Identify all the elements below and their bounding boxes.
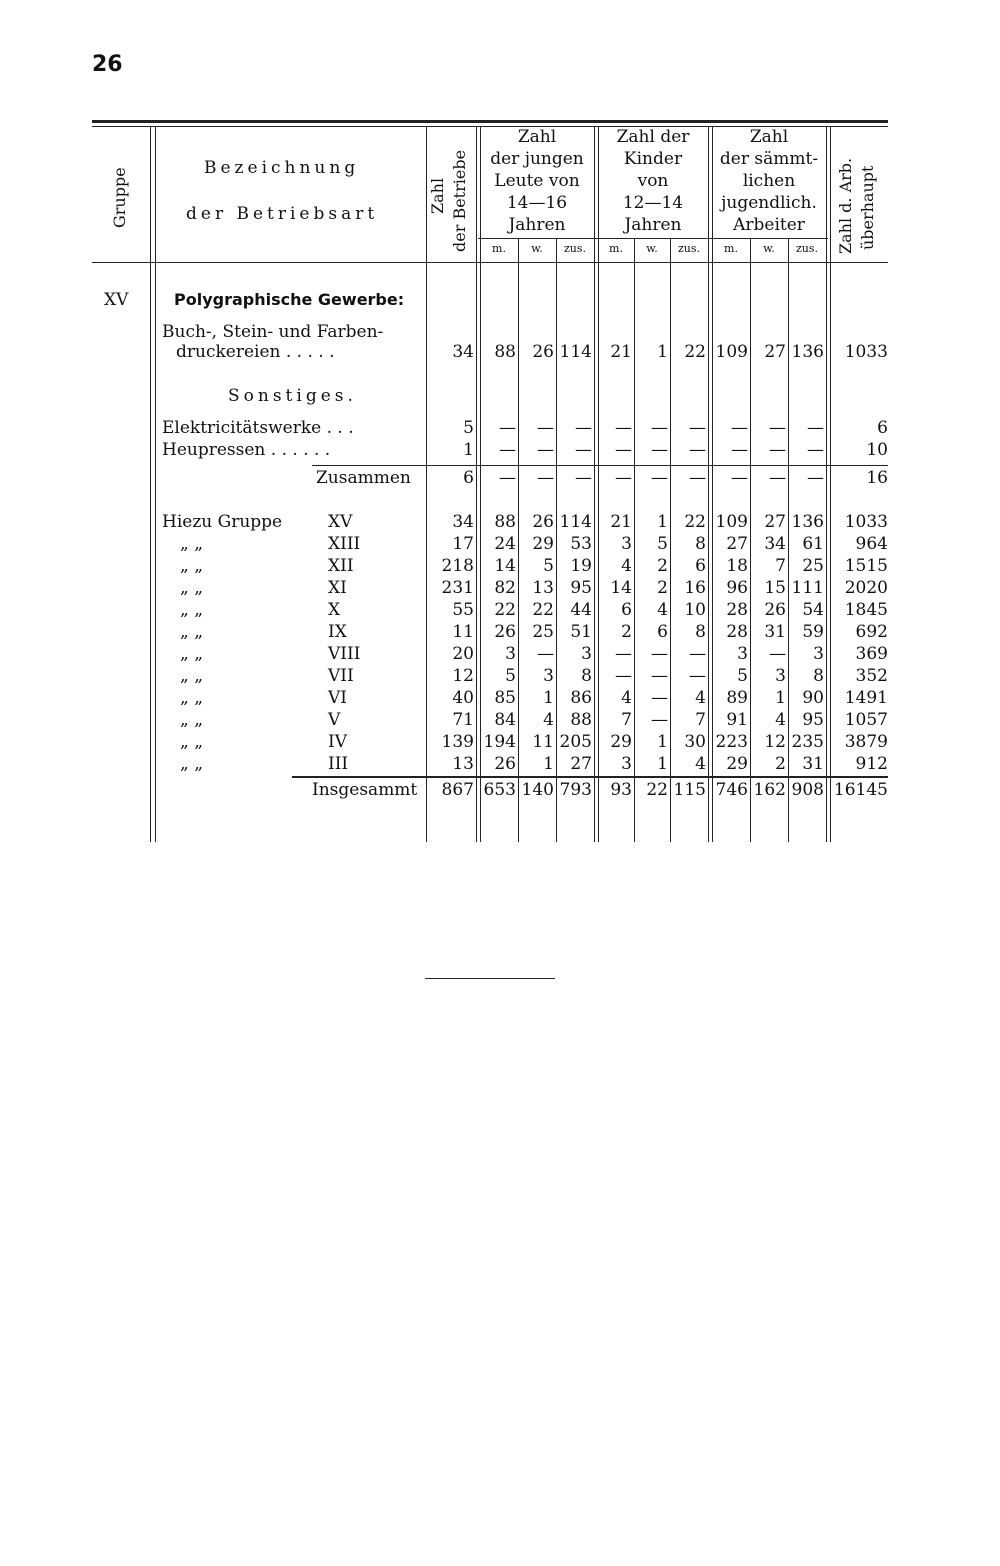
header-bezeichnung-1: Bezeichnung — [204, 158, 360, 178]
header-jungen — [480, 126, 594, 236]
zusammen-rule — [312, 465, 888, 466]
cell-kw: 6 — [657, 622, 668, 642]
cell-jw: 13 — [532, 578, 554, 598]
ditto-mark: „ „ — [180, 710, 204, 730]
cell-betriebe: 34 — [452, 342, 474, 362]
header-saemmtl — [712, 126, 826, 236]
cell-jz: 95 — [570, 578, 592, 598]
cell-kw: — — [651, 710, 668, 730]
cell-sw: — — [769, 468, 786, 488]
cell-jz: 53 — [570, 534, 592, 554]
sub-km: m. — [609, 242, 623, 255]
cell-sw: 34 — [764, 534, 786, 554]
cell-jm: — — [499, 440, 516, 460]
header-betriebe-2: der Betriebe — [450, 149, 469, 252]
cell-total: 912 — [855, 754, 888, 774]
sub-sm: m. — [724, 242, 738, 255]
total-sw: 162 — [753, 780, 786, 800]
total-jz: 793 — [559, 780, 592, 800]
cell-sz: 25 — [802, 556, 824, 576]
cell-km: 14 — [610, 578, 632, 598]
cell-kw: — — [651, 468, 668, 488]
cell-total: 6 — [877, 418, 888, 438]
total-kw: 22 — [646, 780, 668, 800]
col-line — [155, 126, 156, 842]
cell-betriebe: 20 — [452, 644, 474, 664]
cell-total: 3879 — [844, 732, 888, 752]
cell-jw: 1 — [543, 754, 554, 774]
cell-jm: 14 — [494, 556, 516, 576]
cell-km: — — [615, 666, 632, 686]
cell-total: 2020 — [844, 578, 888, 598]
sub-sw: w. — [763, 242, 775, 255]
cell-sz: 235 — [791, 732, 824, 752]
cell-kw: 2 — [657, 578, 668, 598]
cell-jw: 11 — [532, 732, 554, 752]
cell-jz: 19 — [570, 556, 592, 576]
cell-betriebe: 40 — [452, 688, 474, 708]
cell-jw: — — [537, 440, 554, 460]
cell-km: — — [615, 468, 632, 488]
cell-sw: 12 — [764, 732, 786, 752]
cell-jm: 85 — [494, 688, 516, 708]
top-rule — [92, 120, 888, 123]
cell-sm: 5 — [737, 666, 748, 686]
cell-sw: 31 — [764, 622, 786, 642]
cell-kz: 22 — [684, 512, 706, 532]
cell-sm: 3 — [737, 644, 748, 664]
cell-sw: 4 — [775, 710, 786, 730]
insgesammt-rule — [292, 776, 888, 778]
group-label: VIII — [328, 644, 361, 664]
cell-kw: 1 — [657, 512, 668, 532]
cell-kz: 6 — [695, 556, 706, 576]
cell-sz: 59 — [802, 622, 824, 642]
cell-sz: — — [807, 440, 824, 460]
group-label: VI — [328, 688, 347, 708]
cell-jw: 22 — [532, 600, 554, 620]
cell-sw: 15 — [764, 578, 786, 598]
cell-total: 964 — [855, 534, 888, 554]
ditto-mark: „ „ — [180, 666, 204, 686]
cell-jw: 3 — [543, 666, 554, 686]
cell-total: 1033 — [844, 512, 888, 532]
cell-total: 692 — [855, 622, 888, 642]
group-label: XI — [328, 578, 347, 598]
cell-jm: 88 — [494, 342, 516, 362]
cell-jm: 88 — [494, 512, 516, 532]
cell-jw: 1 — [543, 688, 554, 708]
cell-total: 369 — [855, 644, 888, 664]
cell-km: 2 — [621, 622, 632, 642]
cell-jm: 194 — [483, 732, 516, 752]
cell-sm: 28 — [726, 600, 748, 620]
cell-kw: — — [651, 440, 668, 460]
group-label: XV — [328, 512, 353, 532]
cell-jz: — — [575, 418, 592, 438]
total-betriebe: 867 — [441, 780, 474, 800]
cell-jz: 44 — [570, 600, 592, 620]
cell-jw: — — [537, 468, 554, 488]
cell-kz: 8 — [695, 534, 706, 554]
header-kinder-1: Zahl der — [616, 127, 690, 147]
cell-jz: 3 — [581, 644, 592, 664]
cell-jw: 5 — [543, 556, 554, 576]
cell-sm: — — [731, 418, 748, 438]
cell-kz: 4 — [695, 754, 706, 774]
cell-betriebe: 231 — [441, 578, 474, 598]
cell-kz: — — [689, 468, 706, 488]
cell-jz: 51 — [570, 622, 592, 642]
cell-betriebe: 11 — [452, 622, 474, 642]
header-saemmtl-2: der sämmt- — [719, 149, 819, 169]
cell-total: 1057 — [844, 710, 888, 730]
cell-kw: 2 — [657, 556, 668, 576]
cell-km: — — [615, 418, 632, 438]
cell-sz: 111 — [791, 578, 824, 598]
ditto-mark: „ „ — [180, 578, 204, 598]
zusammen-label: Zusammen — [316, 468, 411, 488]
cell-sm: 109 — [715, 512, 748, 532]
cell-jm: 26 — [494, 622, 516, 642]
header-bezeichnung-2: der Betriebsart — [186, 204, 379, 224]
cell-kz: 8 — [695, 622, 706, 642]
cell-jz: 88 — [570, 710, 592, 730]
row-label: Elektricitätswerke . . . — [162, 418, 354, 438]
cell-kz: — — [689, 644, 706, 664]
header-jungen-5: Jahren — [508, 215, 566, 235]
cell-total: 1491 — [844, 688, 888, 708]
cell-km: 7 — [621, 710, 632, 730]
cell-sw: — — [769, 644, 786, 664]
total-kz: 115 — [673, 780, 706, 800]
ditto-mark: „ „ — [180, 644, 204, 664]
cell-sz: 136 — [791, 512, 824, 532]
cell-betriebe: 13 — [452, 754, 474, 774]
cell-kz: 22 — [684, 342, 706, 362]
col-line — [150, 126, 151, 842]
cell-sz: 31 — [802, 754, 824, 774]
cell-kz: 4 — [695, 688, 706, 708]
header-saemmtl-1: Zahl — [749, 127, 789, 147]
cell-km: — — [615, 440, 632, 460]
cell-sw: 27 — [764, 512, 786, 532]
header-jungen-4: 14—16 — [506, 193, 568, 213]
cell-total: 1515 — [844, 556, 888, 576]
section-title: Polygraphische Gewerbe: — [174, 290, 405, 309]
header-kinder-4: 12—14 — [622, 193, 684, 213]
cell-km: 4 — [621, 556, 632, 576]
row1-label-2: druckereien . . . . . — [176, 342, 335, 362]
cell-total: 1033 — [844, 342, 888, 362]
cell-sz: 54 — [802, 600, 824, 620]
cell-jz: 27 — [570, 754, 592, 774]
cell-jz: 86 — [570, 688, 592, 708]
cell-betriebe: 6 — [463, 468, 474, 488]
cell-kw: — — [651, 666, 668, 686]
cell-total: 352 — [855, 666, 888, 686]
cell-kz: — — [689, 440, 706, 460]
row1-label-1: Buch-, Stein- und Farben- — [162, 322, 384, 342]
cell-sz: 90 — [802, 688, 824, 708]
cell-kz: 16 — [684, 578, 706, 598]
group-label: X — [328, 600, 341, 620]
sub-jm: m. — [492, 242, 506, 255]
ditto-mark: „ „ — [180, 732, 204, 752]
cell-total: 10 — [866, 440, 888, 460]
cell-sm: 91 — [726, 710, 748, 730]
cell-sz: 8 — [813, 666, 824, 686]
cell-jm: 26 — [494, 754, 516, 774]
group-label: V — [328, 710, 341, 730]
ditto-mark: „ „ — [180, 688, 204, 708]
hiezu-label: Hiezu Gruppe — [162, 512, 283, 532]
cell-sm: 27 — [726, 534, 748, 554]
cell-jm: 84 — [494, 710, 516, 730]
cell-jm: 22 — [494, 600, 516, 620]
cell-kw: 1 — [657, 732, 668, 752]
cell-km: 21 — [610, 342, 632, 362]
ditto-mark: „ „ — [180, 600, 204, 620]
cell-kw: 1 — [657, 342, 668, 362]
header-kinder — [598, 126, 708, 236]
cell-sm: 109 — [715, 342, 748, 362]
cell-km: 4 — [621, 688, 632, 708]
cell-sw: 7 — [775, 556, 786, 576]
cell-sw: — — [769, 440, 786, 460]
end-rule — [425, 978, 555, 979]
cell-sw: 3 — [775, 666, 786, 686]
col-line — [826, 126, 827, 842]
cell-jz: 8 — [581, 666, 592, 686]
cell-km: 29 — [610, 732, 632, 752]
cell-km: 3 — [621, 754, 632, 774]
cell-betriebe: 71 — [452, 710, 474, 730]
cell-betriebe: 218 — [441, 556, 474, 576]
cell-sw: 2 — [775, 754, 786, 774]
group-label: XIII — [328, 534, 361, 554]
cell-sz: 136 — [791, 342, 824, 362]
cell-jw: — — [537, 418, 554, 438]
cell-sw: 27 — [764, 342, 786, 362]
cell-kz: — — [689, 666, 706, 686]
ditto-mark: „ „ — [180, 622, 204, 642]
total-total: 16145 — [833, 780, 888, 800]
cell-kz: 10 — [684, 600, 706, 620]
cell-jm: 82 — [494, 578, 516, 598]
total-jw: 140 — [521, 780, 554, 800]
cell-kw: — — [651, 688, 668, 708]
header-saemmtl-5: Arbeiter — [733, 215, 805, 235]
subheader-rule — [478, 238, 828, 239]
cell-jz: 205 — [559, 732, 592, 752]
ditto-mark: „ „ — [180, 754, 204, 774]
cell-betriebe: 34 — [452, 512, 474, 532]
header-betriebe-1: Zahl — [428, 177, 447, 214]
cell-jm: — — [499, 418, 516, 438]
cell-sz: 95 — [802, 710, 824, 730]
group-xv-label: XV — [104, 290, 129, 310]
cell-kz: 30 — [684, 732, 706, 752]
cell-jm: 3 — [505, 644, 516, 664]
cell-sz: 3 — [813, 644, 824, 664]
cell-sm: 28 — [726, 622, 748, 642]
cell-total: 1845 — [844, 600, 888, 620]
header-jungen-3: Leute von — [494, 171, 580, 191]
ditto-mark: „ „ — [180, 556, 204, 576]
header-jungen-2: der jungen — [490, 149, 584, 169]
cell-betriebe: 55 — [452, 600, 474, 620]
cell-kw: 4 — [657, 600, 668, 620]
cell-betriebe: 12 — [452, 666, 474, 686]
sub-kw: w. — [646, 242, 658, 255]
cell-jm: 24 — [494, 534, 516, 554]
ditto-mark: „ „ — [180, 534, 204, 554]
row-label: Heupressen . . . . . . — [162, 440, 331, 460]
cell-sm: 18 — [726, 556, 748, 576]
cell-betriebe: 17 — [452, 534, 474, 554]
total-sz: 908 — [791, 780, 824, 800]
cell-km: 6 — [621, 600, 632, 620]
cell-sm: — — [731, 468, 748, 488]
group-label: IV — [328, 732, 347, 752]
cell-jw: 4 — [543, 710, 554, 730]
sub-sz: zus. — [795, 242, 819, 255]
cell-sm: 89 — [726, 688, 748, 708]
header-bottom-rule — [92, 262, 888, 263]
cell-sz: — — [807, 418, 824, 438]
cell-sz: 61 — [802, 534, 824, 554]
cell-sw: 26 — [764, 600, 786, 620]
sub-kz: zus. — [677, 242, 701, 255]
total-sm: 746 — [715, 780, 748, 800]
sub-jw: w. — [531, 242, 543, 255]
total-km: 93 — [610, 780, 632, 800]
sub-jz: zus. — [563, 242, 587, 255]
cell-total: 16 — [866, 468, 888, 488]
group-label: XII — [328, 556, 354, 576]
cell-betriebe: 1 — [463, 440, 474, 460]
cell-betriebe: 5 — [463, 418, 474, 438]
cell-jw: — — [537, 644, 554, 664]
cell-kw: — — [651, 418, 668, 438]
cell-jz: 114 — [559, 512, 592, 532]
cell-jw: 29 — [532, 534, 554, 554]
header-saemmtl-3: lichen — [742, 171, 796, 191]
cell-km: — — [615, 644, 632, 664]
cell-sz: — — [807, 468, 824, 488]
header-gruppe: Gruppe — [110, 167, 129, 228]
group-label: IX — [328, 622, 347, 642]
cell-kw: — — [651, 644, 668, 664]
page-number: 26 — [92, 52, 123, 77]
cell-jz: — — [575, 440, 592, 460]
cell-betriebe: 139 — [441, 732, 474, 752]
insgesammt-label: Insgesammt — [312, 780, 418, 800]
cell-sw: 1 — [775, 688, 786, 708]
header-kinder-5: Jahren — [624, 215, 682, 235]
header-kinder-2: Kinder — [623, 149, 683, 169]
cell-kw: 5 — [657, 534, 668, 554]
cell-sm: — — [731, 440, 748, 460]
cell-kw: 1 — [657, 754, 668, 774]
cell-km: 21 — [610, 512, 632, 532]
cell-sm: 96 — [726, 578, 748, 598]
cell-sm: 29 — [726, 754, 748, 774]
header-saemmtl-4: jugendlich. — [721, 193, 817, 213]
cell-kz: 7 — [695, 710, 706, 730]
group-label: VII — [328, 666, 354, 686]
header-kinder-3: von — [637, 171, 669, 191]
cell-jm: 5 — [505, 666, 516, 686]
group-label: III — [328, 754, 349, 774]
cell-kz: — — [689, 418, 706, 438]
cell-jz: 114 — [559, 342, 592, 362]
cell-jw: 26 — [532, 342, 554, 362]
header-arb-1: Zahl d. Arb. — [836, 157, 855, 254]
cell-sm: 223 — [715, 732, 748, 752]
cell-jz: — — [575, 468, 592, 488]
header-arb-2: überhaupt — [858, 165, 877, 250]
header-jungen-1: Zahl — [517, 127, 557, 147]
cell-jm: — — [499, 468, 516, 488]
cell-jw: 25 — [532, 622, 554, 642]
total-jm: 653 — [483, 780, 516, 800]
sonstiges-label: Sonstiges. — [228, 386, 357, 406]
cell-jw: 26 — [532, 512, 554, 532]
cell-sw: — — [769, 418, 786, 438]
cell-km: 3 — [621, 534, 632, 554]
